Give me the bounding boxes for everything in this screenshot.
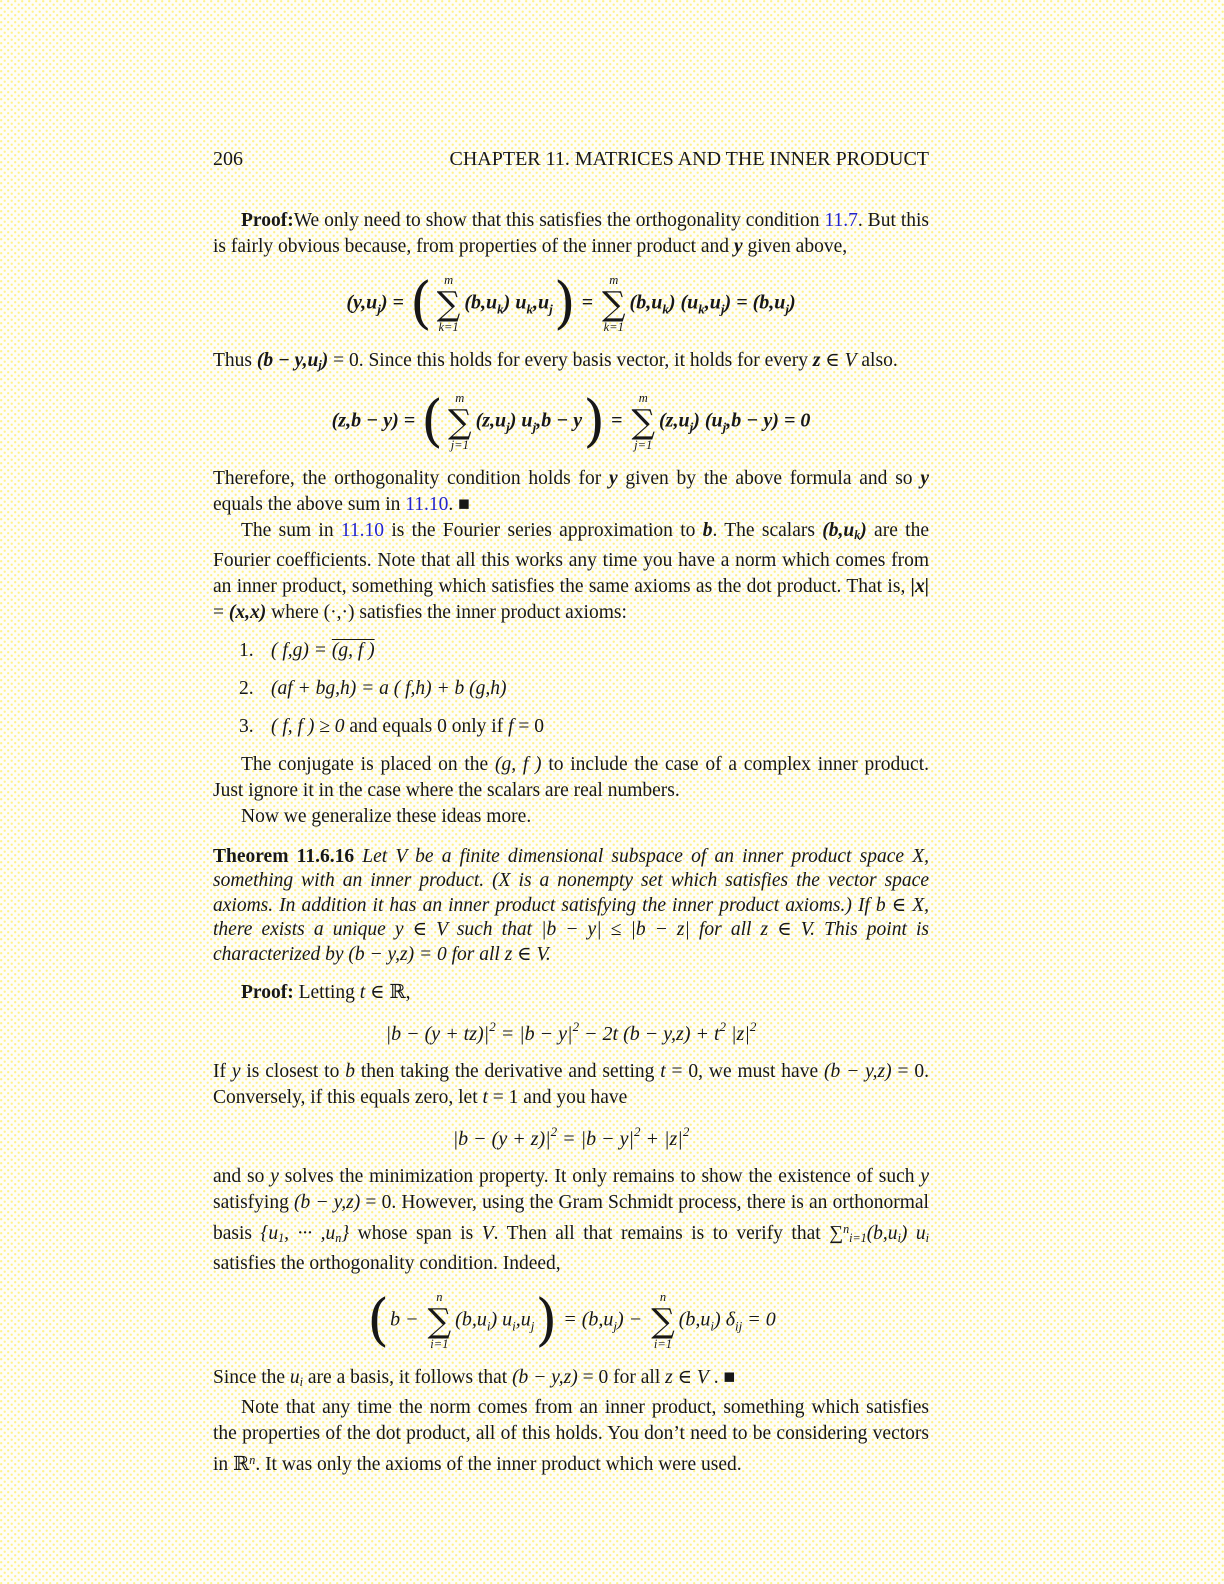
text-run: = 0. Conversely, if this equals zero, let bbox=[213, 1061, 929, 1109]
math-text: (b,u bbox=[455, 1308, 487, 1331]
ref-link[interactable]: 11.10 bbox=[405, 493, 449, 515]
text-run: ∈ bbox=[672, 1366, 697, 1388]
text-run: Note that any time the norm comes from an inner product, something which satisfies the properties of the dot product, all of this holds. You don’t need to be considering vectors in bbox=[213, 1396, 929, 1475]
math-subscript: j bbox=[549, 301, 553, 317]
math-text: ) = bbox=[380, 291, 409, 314]
sum-upper-limit: n bbox=[659, 1290, 667, 1305]
text-run: and equals 0 only if bbox=[344, 715, 509, 737]
text-run: ) u bbox=[900, 1223, 926, 1245]
paragraph bbox=[213, 1365, 929, 1395]
math-subscript: i bbox=[512, 1318, 516, 1334]
list-item bbox=[239, 676, 929, 702]
text-run: = 0 bbox=[513, 715, 545, 737]
ref-link[interactable]: 11.7 bbox=[824, 210, 858, 231]
text-run: ℝ bbox=[233, 1453, 250, 1475]
math-subscript: j bbox=[722, 419, 727, 435]
text-run: are the Fourier coefficients. Note that all this works any time you have a norm which comes from an inner product, something which satisfies the same axioms as the dot product. That is, bbox=[213, 519, 929, 597]
sum-lower-limit: j=1 bbox=[450, 438, 469, 453]
math-superscript: 2 bbox=[749, 1019, 757, 1035]
list-item-number: 3. bbox=[239, 715, 254, 737]
display-equation bbox=[213, 1120, 929, 1155]
math-superscript: 2 bbox=[682, 1124, 690, 1140]
paragraph bbox=[213, 1164, 929, 1277]
summation-symbol bbox=[437, 273, 461, 335]
text-run: |x| bbox=[910, 575, 929, 597]
sum-lower-limit: k=1 bbox=[438, 320, 459, 335]
list-item-content bbox=[271, 638, 375, 664]
text-run: = 0 for all bbox=[577, 1366, 666, 1388]
math-text: ) = (b,u bbox=[724, 291, 786, 314]
math-text: |b − (y + tz)| bbox=[385, 1023, 490, 1046]
text-run: b bbox=[702, 519, 713, 541]
math-subscript: k bbox=[698, 301, 705, 317]
text-run: is the Fourier series approximation to bbox=[384, 519, 703, 541]
text-run: y bbox=[920, 1166, 929, 1188]
math-text: = bbox=[576, 291, 598, 314]
text-run: are a basis, it follows that bbox=[303, 1366, 513, 1388]
math-text: ,u bbox=[704, 291, 721, 314]
math-subscript: j bbox=[532, 419, 537, 435]
paragraph bbox=[213, 1059, 929, 1111]
text-run: , ··· ,u bbox=[284, 1223, 336, 1245]
math-subscript: k bbox=[497, 301, 504, 317]
text-run: i bbox=[299, 1374, 304, 1389]
text-run: ∈ bbox=[820, 349, 845, 371]
math-subscript: j bbox=[720, 301, 725, 317]
page-header bbox=[213, 148, 929, 171]
text-run: satisfies the orthogonality condition. Indeed, bbox=[213, 1253, 561, 1275]
text-run: 1 bbox=[278, 1231, 285, 1246]
text-run: . But this is fairly obvious because, from properties of the inner product and bbox=[213, 210, 929, 257]
math-subscript: j bbox=[377, 301, 381, 317]
equation-line: (z,b − y) = ( m ∑ j=1 $(z,u_j) u_j,b - y$) = m ∑ j=1 $(z,u_j) (u_j,b - y) = 0$ bbox=[331, 388, 811, 454]
text-run: V bbox=[696, 1366, 709, 1388]
text-run: j bbox=[318, 357, 322, 372]
list-item-number: 2. bbox=[239, 677, 254, 699]
equation-line bbox=[386, 1019, 757, 1046]
display-equation bbox=[213, 269, 929, 339]
text-run: then taking the derivative and setting bbox=[354, 1061, 661, 1083]
paragraph bbox=[213, 1395, 929, 1478]
sum-upper-limit: m bbox=[455, 390, 465, 405]
text-run: = 0, we must have bbox=[665, 1061, 824, 1083]
text-run: (·,·) bbox=[323, 601, 355, 623]
math-text: = (b,u bbox=[558, 1308, 614, 1331]
text-run: Therefore, the orthogonality condition holds for bbox=[213, 467, 609, 489]
text-run: whose span is bbox=[349, 1223, 482, 1245]
math-subscript: j bbox=[613, 1318, 618, 1334]
text-run: = 1 and you have bbox=[487, 1087, 628, 1109]
text-run: also. bbox=[856, 349, 898, 371]
text-run: (b − y,z) bbox=[512, 1366, 578, 1388]
math-text: b − bbox=[390, 1308, 424, 1331]
math-superscript: 2 bbox=[550, 1124, 558, 1140]
text-run: {u bbox=[260, 1223, 279, 1245]
text-run: Thus bbox=[213, 349, 257, 371]
text-run: f bbox=[508, 715, 514, 737]
text-run: Now we generalize these ideas more. bbox=[241, 805, 532, 827]
math-text: (y,u bbox=[346, 291, 378, 314]
paragraph bbox=[213, 466, 929, 518]
text-run: i=1 bbox=[849, 1231, 867, 1246]
list-item-number: 1. bbox=[239, 639, 254, 661]
sigma-glyph: ∑ bbox=[631, 402, 656, 442]
math-subscript: i bbox=[486, 1318, 491, 1334]
paragraph bbox=[213, 348, 929, 378]
theorem-heading: Theorem 11.6.16 bbox=[213, 845, 355, 867]
text-run: Let V be a finite dimensional subspace of an inner product space X, something with an inner product. (X is a nonempty set which satisfies the vector space axioms. In addition it has an inner product satisfying the inner product axioms.) If b ∈ X, there exists a unique y ∈ V such that |b − y| ≤ |b − z| for all z ∈ V. This point is characterized by (b − y,z) = 0 for all z ∈ V. bbox=[213, 845, 929, 965]
math-text: ) u bbox=[490, 1308, 513, 1331]
text-run: n bbox=[249, 1452, 256, 1467]
text-run: (x,x) bbox=[228, 601, 267, 623]
text-run: The conjugate is placed on the bbox=[241, 753, 495, 775]
text-run: = 0. However, using the Gram Schmidt process, there is an orthonormal basis bbox=[213, 1192, 929, 1245]
paragraph bbox=[213, 208, 929, 260]
sigma-glyph: ∑ bbox=[427, 1301, 452, 1341]
display-equation bbox=[213, 1015, 929, 1050]
text-run: (b,u bbox=[822, 519, 855, 541]
text-run: ) bbox=[860, 519, 867, 541]
sigma-glyph: ∑ bbox=[436, 284, 461, 324]
math-text: ) u bbox=[509, 409, 533, 432]
paragraph bbox=[213, 752, 929, 804]
math-text: |b − (y + z)| bbox=[452, 1128, 551, 1151]
sum-upper-limit: m bbox=[444, 273, 454, 287]
math-subscript: ij bbox=[735, 1318, 743, 1334]
document-body bbox=[213, 208, 929, 1478]
ref-link[interactable]: 11.10 bbox=[340, 519, 385, 541]
math-text: ) bbox=[789, 291, 796, 314]
equation-line bbox=[453, 1124, 690, 1151]
math-text: ) (u bbox=[668, 291, 699, 314]
text-run: is closest to bbox=[240, 1061, 346, 1083]
sum-lower-limit: i=1 bbox=[653, 1337, 673, 1352]
math-subscript: j bbox=[689, 419, 694, 435]
text-run: satisfying bbox=[213, 1192, 294, 1214]
text-run: Letting bbox=[293, 982, 360, 1004]
text-run: Proof: bbox=[241, 982, 294, 1004]
math-subscript: k bbox=[526, 301, 533, 317]
text-run: i bbox=[925, 1231, 930, 1246]
text-run: solves the minimization property. It only remains to show the existence of such bbox=[278, 1166, 921, 1188]
math-text: + |z| bbox=[640, 1128, 683, 1151]
text-run: given above, bbox=[742, 236, 848, 257]
math-text: ,u bbox=[515, 1308, 531, 1331]
text-run: z bbox=[665, 1366, 673, 1388]
text-run: i bbox=[897, 1231, 901, 1246]
math-text: (b,u bbox=[629, 291, 663, 314]
text-run: (b,u bbox=[866, 1223, 898, 1245]
text-run: . It was only the axioms of the inner product which were used. bbox=[255, 1453, 742, 1475]
math-text: = 0 bbox=[742, 1308, 776, 1331]
math-text: ) u bbox=[503, 291, 527, 314]
math-subscript: k bbox=[662, 301, 669, 317]
text-run: = bbox=[213, 601, 229, 623]
text-run: where bbox=[266, 601, 324, 623]
math-text: |z| bbox=[726, 1023, 750, 1046]
text-run: (b − y,z) bbox=[294, 1192, 361, 1214]
math-text: − 2t (b − y,z) + t bbox=[579, 1023, 720, 1046]
sigma-glyph: ∑ bbox=[601, 284, 626, 324]
page-content bbox=[213, 148, 929, 1478]
text-run: y bbox=[733, 236, 743, 257]
list-item-content bbox=[271, 714, 544, 740]
summation-symbol bbox=[651, 1290, 675, 1352]
text-run: y bbox=[608, 467, 618, 489]
math-subscript: j bbox=[530, 1318, 535, 1334]
summation-symbol bbox=[428, 1290, 452, 1352]
math-subscript: j bbox=[785, 301, 789, 317]
math-text: (b,u bbox=[464, 291, 498, 314]
text-run: ( f, f ) ≥ 0 bbox=[271, 715, 345, 737]
math-superscript: 2 bbox=[719, 1019, 727, 1035]
sum-upper-limit: m bbox=[638, 390, 648, 405]
sum-lower-limit: i=1 bbox=[430, 1337, 449, 1352]
math-subscript: j bbox=[506, 419, 510, 435]
text-run: t bbox=[660, 1061, 666, 1083]
paragraph bbox=[213, 804, 929, 830]
sigma-glyph: ∑ bbox=[448, 402, 472, 442]
math-text: = bbox=[606, 409, 628, 432]
summation-symbol bbox=[448, 391, 472, 453]
summation-symbol bbox=[602, 273, 626, 335]
math-superscript: 2 bbox=[634, 1124, 641, 1140]
text-run: } bbox=[341, 1223, 350, 1245]
text-run: (g, f ) bbox=[331, 639, 375, 661]
math-text: ,b − y bbox=[536, 409, 583, 432]
text-run: ) bbox=[321, 349, 329, 371]
text-run: Since the bbox=[213, 1366, 290, 1388]
math-superscript: 2 bbox=[572, 1019, 580, 1035]
text-run: n bbox=[335, 1231, 342, 1246]
list-item bbox=[239, 638, 929, 664]
text-run: Proof: bbox=[241, 210, 294, 231]
text-run: ( f,g) = bbox=[271, 639, 332, 661]
text-run: . Then all that remains is to verify that bbox=[493, 1223, 830, 1245]
display-equation bbox=[213, 1286, 929, 1356]
text-run: ∈ ℝ, bbox=[365, 982, 411, 1004]
sum-lower-limit: j=1 bbox=[634, 438, 653, 453]
sum-upper-limit: n bbox=[436, 1290, 443, 1305]
text-run: If bbox=[213, 1061, 232, 1083]
text-run: n bbox=[843, 1222, 850, 1237]
text-run: y bbox=[920, 467, 929, 489]
sigma-glyph: ∑ bbox=[651, 1301, 675, 1341]
text-run: (af + bg,h) = a ( f,h) + b (g,h) bbox=[271, 677, 507, 699]
sum-upper-limit: m bbox=[609, 273, 619, 287]
text-run: . ■ bbox=[708, 1366, 736, 1388]
math-text: ,u bbox=[532, 291, 550, 314]
text-run: and so bbox=[213, 1166, 271, 1188]
text-run: satisfies the inner product axioms: bbox=[354, 601, 627, 623]
math-subscript: i bbox=[710, 1318, 715, 1334]
text-run: k bbox=[854, 527, 861, 542]
text-run: (b − y,u bbox=[256, 349, 319, 371]
text-run: t bbox=[359, 982, 366, 1004]
chapter-title: CHAPTER 11. MATRICES AND THE INNER PRODUCT bbox=[449, 148, 929, 170]
sum-lower-limit: k=1 bbox=[603, 320, 624, 335]
text-run: given by the above formula and so bbox=[617, 467, 921, 489]
math-text: = |b − y| bbox=[557, 1128, 635, 1151]
text-run: (b − y,z) bbox=[823, 1061, 892, 1083]
text-run: z bbox=[812, 349, 821, 371]
text-run: u bbox=[289, 1366, 300, 1388]
text-run: . The scalars bbox=[712, 519, 823, 541]
equation-line: (b − n ∑ i=1 $(b,u_i) u_i,u_j) = (b,u_j)$ − n ∑ i=1 $(b,u_i) \delta_{ij} = 0$ bbox=[367, 1287, 776, 1353]
text-run: ∑ bbox=[829, 1223, 844, 1245]
math-text: ,b − y) = 0 bbox=[726, 409, 811, 432]
theorem-block bbox=[213, 845, 929, 968]
page-number: 206 bbox=[213, 148, 243, 170]
text-run: equals the above sum in bbox=[213, 493, 406, 515]
text-run: b bbox=[345, 1061, 355, 1083]
list-item bbox=[239, 714, 929, 740]
paragraph bbox=[213, 518, 929, 626]
math-superscript: 2 bbox=[489, 1019, 496, 1035]
text-run: to include the case of a complex inner product. Just ignore it in the case where the scalars are real numbers. bbox=[213, 753, 929, 801]
text-run: y bbox=[270, 1166, 279, 1188]
math-text: ) (u bbox=[693, 409, 723, 432]
text-run: . ■ bbox=[448, 493, 470, 515]
paragraph bbox=[213, 980, 929, 1006]
math-text: (z,u bbox=[475, 409, 507, 432]
math-text: (b,u bbox=[678, 1308, 711, 1331]
text-run: y bbox=[231, 1061, 241, 1083]
math-text: (z,u bbox=[659, 409, 690, 432]
text-run: (g, f ) bbox=[494, 753, 542, 775]
text-run: We only need to show that this satisfies the orthogonality condition bbox=[293, 210, 825, 231]
text-run: The sum in bbox=[241, 519, 341, 541]
summation-symbol bbox=[631, 391, 655, 453]
math-text: = |b − y| bbox=[495, 1023, 573, 1046]
equation-line: $(y,u_j)$ = ( m ∑ k=1 $(b,u_k) u_k,u_j$) = m ∑ k=1 $(b,u_k) (u_k,u_j) = (b,u_j)$ bbox=[346, 270, 796, 336]
text-run: V bbox=[481, 1223, 494, 1245]
display-equation bbox=[213, 387, 929, 457]
math-text: ) − bbox=[617, 1308, 648, 1331]
text-run: V bbox=[844, 349, 857, 371]
text-run: = 0. Since this holds for every basis vector, it holds for every bbox=[328, 349, 813, 371]
list-item-content bbox=[271, 676, 507, 702]
text-run: t bbox=[482, 1087, 488, 1109]
math-text: (z,b − y) = bbox=[331, 409, 421, 432]
math-text: ) δ bbox=[714, 1308, 736, 1331]
